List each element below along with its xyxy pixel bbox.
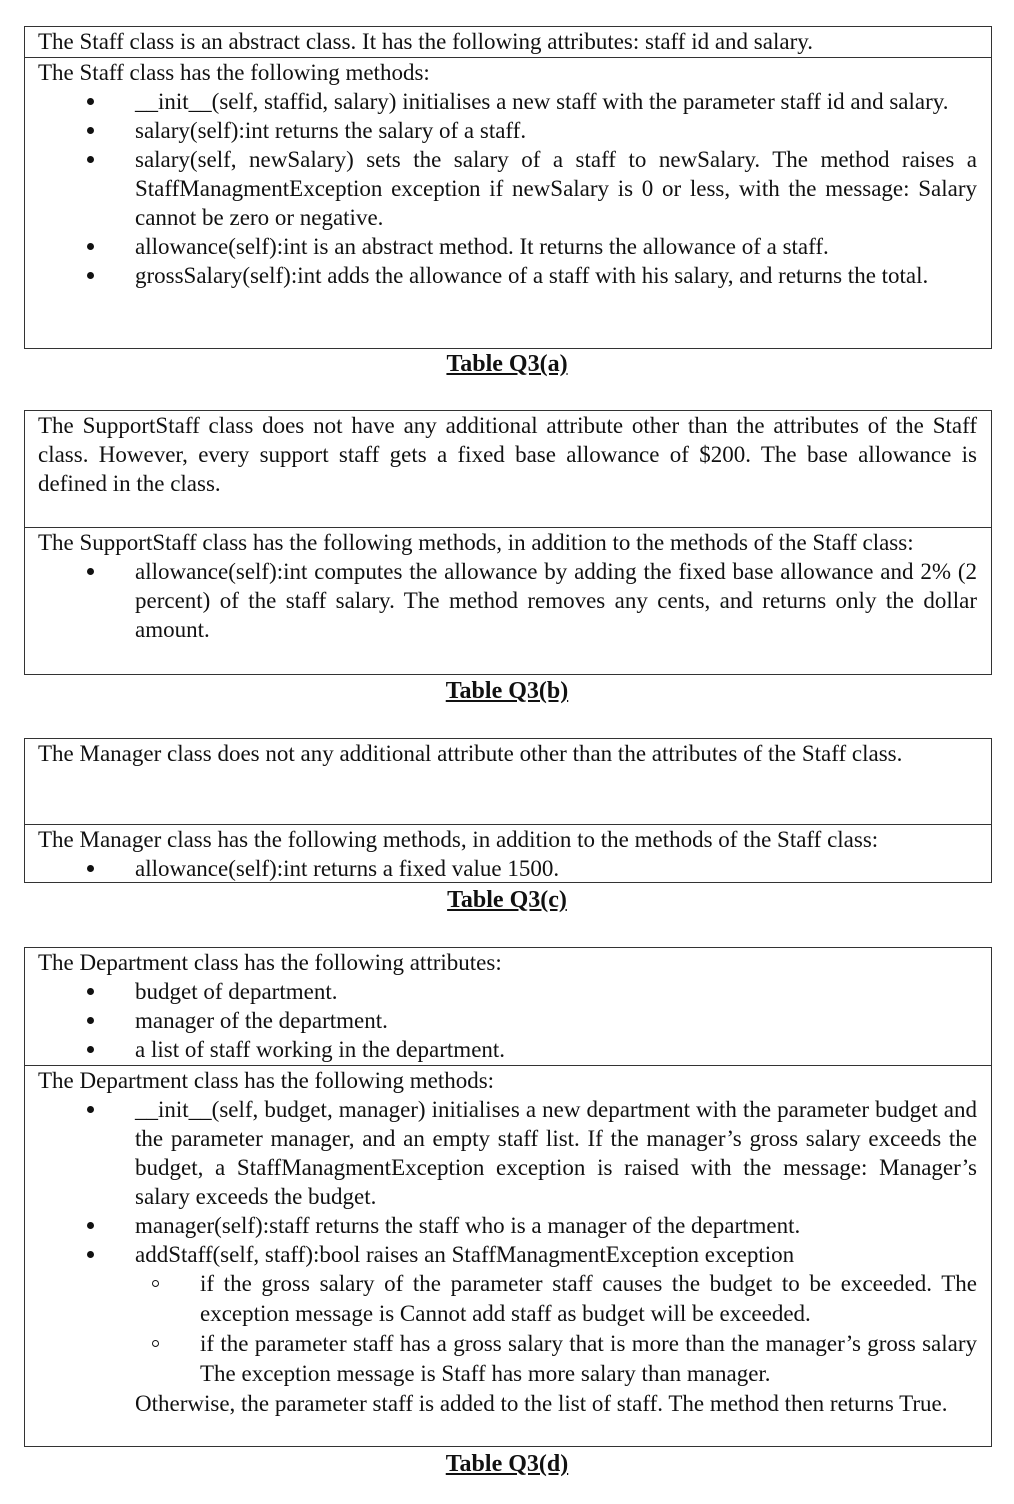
list-item: if the parameter staff has a gross salary that is more than the manager’s gross salary The exception message is Staff has more salary than manager. [135, 1329, 977, 1389]
table-q3b [24, 410, 992, 675]
list-item: addStaff(self, staff):bool raises an StaffManagmentException exception [38, 1240, 977, 1269]
list-item: a list of staff working in the department. [38, 1035, 977, 1064]
list-item: salary(self, newSalary) sets the salary of a staff to newSalary. The method raises a StaffManagmentException exception if newSalary is 0 or less, with the message: Salary cannot be zero or negative. [38, 145, 977, 232]
manager-attributes-row [25, 739, 991, 824]
table-q3a-caption: Table Q3(a) [446, 351, 568, 377]
addstaff-conditions-list [135, 1269, 977, 1389]
table-q3d [24, 947, 992, 1447]
list-item: salary(self):int returns the salary of a staff. [38, 116, 977, 145]
department-attributes-intro: The Department class has the following attributes: [38, 950, 502, 975]
list-item: if the gross salary of the parameter staff causes the budget to be exceeded. The exception message is Cannot add staff as budget will be exceeded. [135, 1269, 977, 1329]
supportstaff-methods-intro: The SupportStaff class has the following methods, in addition to the methods of the Staff class: [38, 530, 914, 555]
list-item: allowance(self):int returns a fixed value 1500. [38, 854, 977, 883]
supportstaff-methods-row [25, 527, 991, 674]
manager-methods-list [38, 854, 977, 883]
list-item: manager(self):staff returns the staff who is a manager of the department. [38, 1211, 977, 1240]
list-item: __init__(self, budget, manager) initialises a new department with the parameter budget and the parameter manager, and an empty staff list. If the manager’s gross salary exceeds the budget, a StaffManagmentException exception is raised with the message: Manager’s salary exceeds the budget. [38, 1095, 977, 1211]
table-q3b-caption: Table Q3(b) [445, 678, 569, 704]
list-item: __init__(self, staffid, salary) initialises a new staff with the parameter staff id and salary. [38, 87, 977, 116]
department-attributes-list [38, 977, 977, 1064]
list-item: grossSalary(self):int adds the allowance of a staff with his salary, and returns the total. [38, 261, 977, 290]
table-q3c [24, 738, 992, 883]
department-methods-row [25, 1065, 991, 1446]
department-methods-list [38, 1095, 977, 1269]
department-attributes-row [25, 948, 991, 1065]
table-q3c-caption: Table Q3(c) [447, 887, 567, 913]
manager-methods-intro: The Manager class has the following methods, in addition to the methods of the Staff class: [38, 827, 879, 852]
staff-attributes-text: The Staff class is an abstract class. It has the following attributes: staff id and salary. [38, 29, 813, 54]
list-item: allowance(self):int computes the allowance by adding the fixed base allowance and 2% (2 percent) of the staff salary. The method removes any cents, and returns only the dollar amount. [38, 557, 977, 644]
supportstaff-attributes-text: The SupportStaff class does not have any additional attribute other than the attributes of the Staff class. However, every support staff gets a fixed base allowance of $200. The base allowance is defined in the class. [38, 413, 977, 496]
list-item: manager of the department. [38, 1006, 977, 1035]
manager-attributes-text: The Manager class does not any additional attribute other than the attributes of the Staff class. [38, 741, 903, 766]
table-q3d-caption: Table Q3(d) [445, 1451, 569, 1477]
table-q3a [24, 26, 992, 349]
staff-methods-list [38, 87, 977, 290]
manager-methods-row [25, 824, 991, 882]
staff-methods-intro: The Staff class has the following methods: [38, 60, 430, 85]
staff-attributes-row [25, 27, 991, 57]
list-item: budget of department. [38, 977, 977, 1006]
staff-methods-row [25, 57, 991, 348]
department-methods-intro: The Department class has the following methods: [38, 1068, 495, 1093]
list-item: allowance(self):int is an abstract method. It returns the allowance of a staff. [38, 232, 977, 261]
supportstaff-methods-list [38, 557, 977, 644]
addstaff-otherwise-text: Otherwise, the parameter staff is added to the list of staff. The method then returns True. [135, 1391, 948, 1416]
supportstaff-attributes-row [25, 411, 991, 527]
